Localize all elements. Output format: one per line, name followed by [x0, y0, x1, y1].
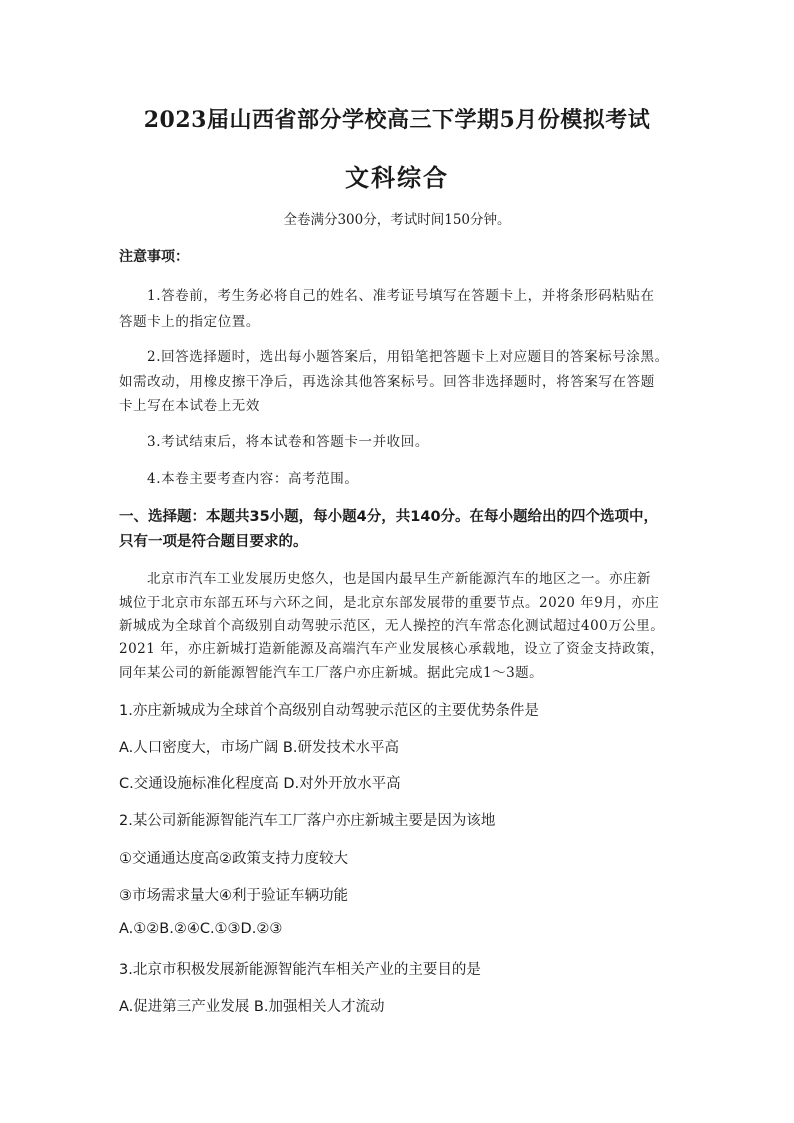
question-1-options-ab: A.人口密度大，市场广阔 B.研发技术水平高 [119, 740, 399, 756]
passage-line-2: 城位于北京市东部五环与六环之间，是北京东部发展带的重要节点。2020 年9月，亦庄 [119, 595, 660, 611]
note-line-6: 3.考试结束后，将本试卷和答题卡一并收回。 [147, 434, 429, 450]
question-3-stem: 3.北京市积极发展新能源智能汽车相关产业的主要目的是 [119, 962, 481, 978]
section-heading-line-2: 只有一项是符合题目要求的。 [119, 534, 308, 550]
passage-line-4: 2021 年，亦庄新城打造新能源及高端汽车产业发展核心承载地，设立了资金支持政策， [119, 641, 665, 657]
exam-title: 2023届山西省部分学校高三下学期5月份模拟考试 [143, 107, 651, 133]
question-1-options-cd: C.交通设施标准化程度高 D.对外开放水平高 [119, 776, 401, 792]
question-3-options-ab: A.促进第三产业发展 B.加强相关人才流动 [119, 999, 385, 1015]
passage-line-1: 北京市汽车工业发展历史悠久，也是国内最早生产新能源汽车的地区之一。亦庄新 [147, 571, 651, 587]
question-1-stem: 1.亦庄新城成为全球首个高级别自动驾驶示范区的主要优势条件是 [119, 703, 539, 719]
question-2-statements-1: ①交通通达度高②政策支持力度较大 [119, 851, 348, 867]
note-line-3: 2.回答选择题时，选出每小题答案后，用铅笔把答题卡上对应题目的答案标号涂黑。 [147, 349, 669, 365]
question-2-statements-2: ③市场需求量大④利于验证车辆功能 [119, 888, 348, 904]
passage-line-3: 新城成为全球首个高级别自动驾驶示范区，无人操控的汽车常态化测试超过400万公里。 [119, 618, 665, 634]
note-line-2: 答题卡上的指定位置。 [119, 314, 260, 330]
question-2-options: A.①②B.②④C.①③D.②③ [119, 921, 283, 937]
question-2-stem: 2.某公司新能源智能汽车工厂落户亦庄新城主要是因为该地 [119, 813, 496, 829]
note-line-1: 1.答卷前，考生务必将自己的姓名、准考证号填写在答题卡上，并将条形码粘贴在 [147, 288, 655, 304]
section-heading-line-1: 一、选择题：本题共35小题，每小题4分，共140分。在每小题给出的四个选项中， [119, 509, 659, 525]
exam-subtitle: 文科综合 [345, 163, 449, 192]
note-line-4: 如需改动，用橡皮擦干净后，再选涂其他答案标号。回答非选择题时，将答案写在答题 [119, 374, 655, 390]
note-line-7: 4.本卷主要考查内容：高考范围。 [147, 471, 359, 487]
exam-info: 全卷满分300分，考试时间150分钟。 [283, 212, 511, 228]
note-line-5: 卡上写在本试卷上无效 [119, 398, 260, 414]
passage-line-5: 同年某公司的新能源智能汽车工厂落户亦庄新城。据此完成1～3题。 [119, 665, 544, 681]
notes-heading: 注意事项： [119, 249, 189, 265]
